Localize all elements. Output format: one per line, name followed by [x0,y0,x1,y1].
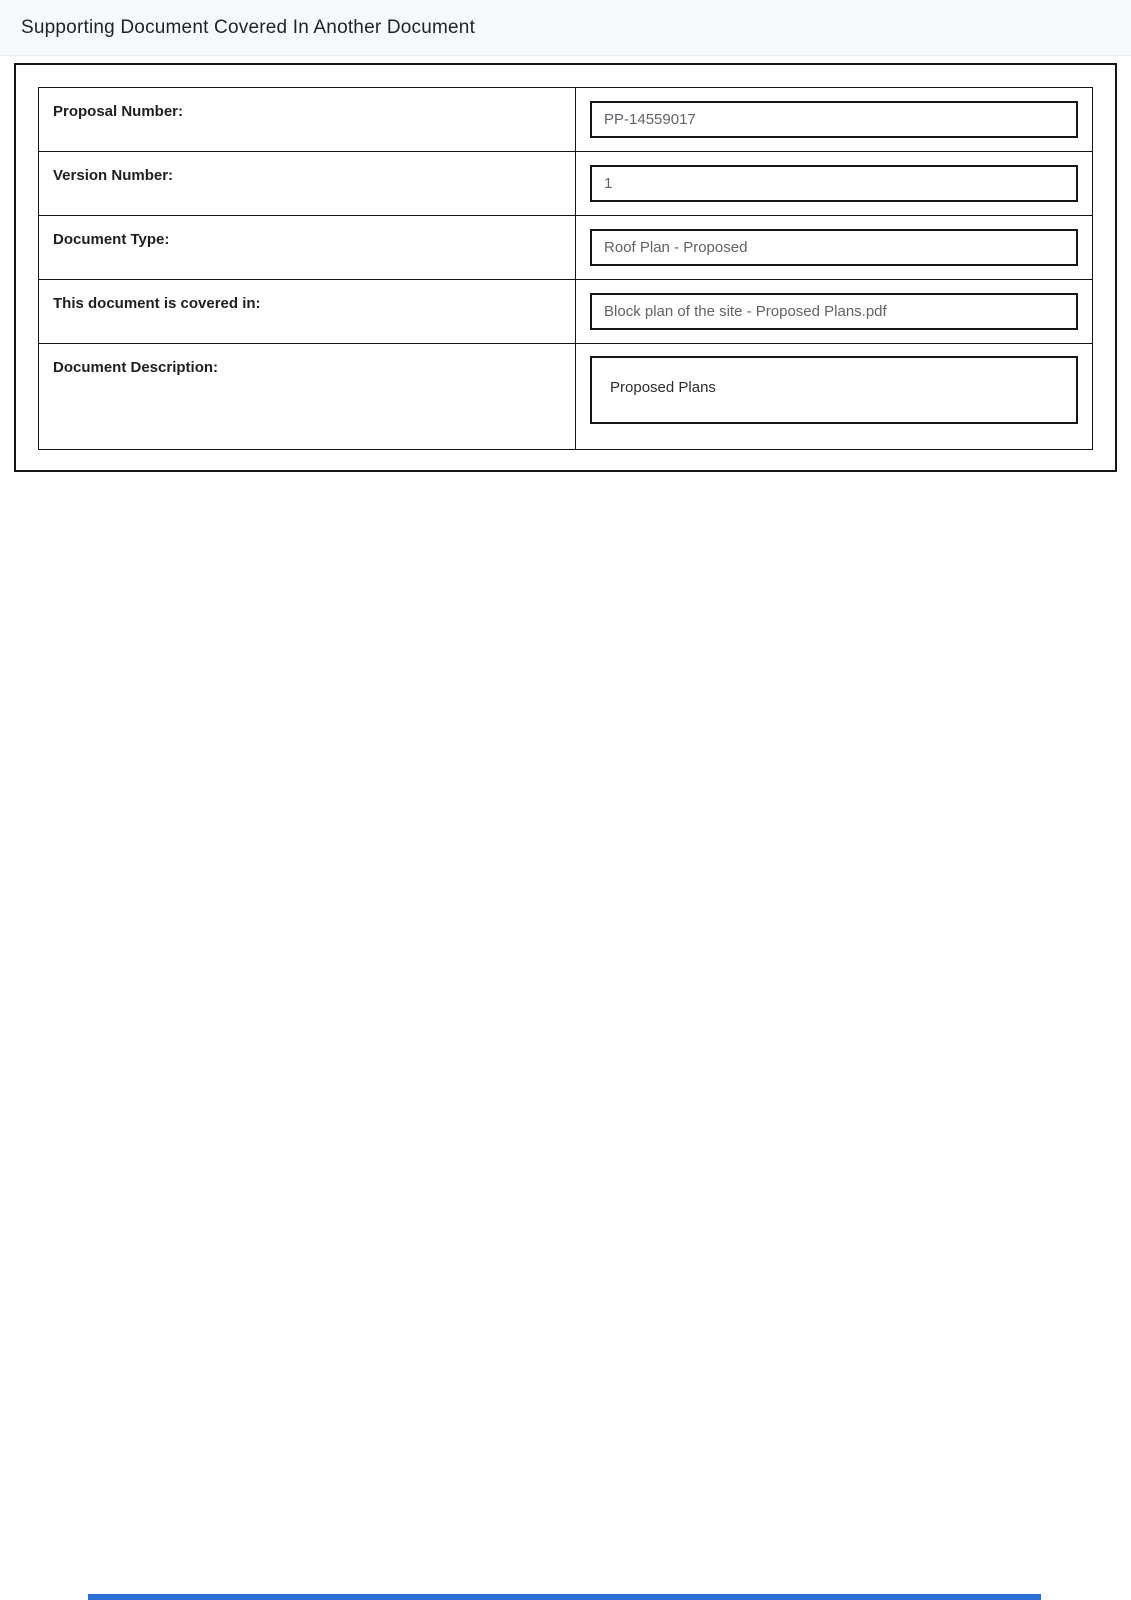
field-row-version-number [39,152,1092,216]
document-type-label: Document Type: [53,231,170,248]
version-number-field[interactable]: 1 [590,165,1078,202]
document-description-field[interactable]: Proposed Plans [590,356,1078,424]
covered-in-label: This document is covered in: [53,295,261,312]
version-number-value-cell [576,152,1092,215]
field-row-document-type [39,216,1092,280]
proposal-number-label: Proposal Number: [53,103,184,120]
bottom-accent-bar [88,1594,1041,1600]
version-number-label-cell [39,152,576,215]
field-row-document-description [39,344,1092,449]
document-description-value-cell [576,344,1092,449]
page-title: Supporting Document Covered In Another Document [21,16,476,38]
field-row-covered-in [39,280,1092,344]
document-type-field[interactable]: Roof Plan - Proposed [590,229,1078,266]
document-type-value-cell [576,216,1092,279]
document-frame [14,63,1117,472]
field-table [38,87,1093,450]
proposal-number-field[interactable]: PP-14559017 [590,101,1078,138]
page-header [0,0,1131,56]
document-description-label-cell [39,344,576,449]
proposal-number-label-cell [39,88,576,151]
covered-in-label-cell [39,280,576,343]
proposal-number-value-cell [576,88,1092,151]
covered-in-field[interactable]: Block plan of the site - Proposed Plans.pdf [590,293,1078,330]
document-description-label: Document Description: [53,359,219,376]
version-number-label: Version Number: [53,167,174,184]
field-row-proposal-number [39,88,1092,152]
covered-in-value-cell [576,280,1092,343]
document-type-label-cell [39,216,576,279]
